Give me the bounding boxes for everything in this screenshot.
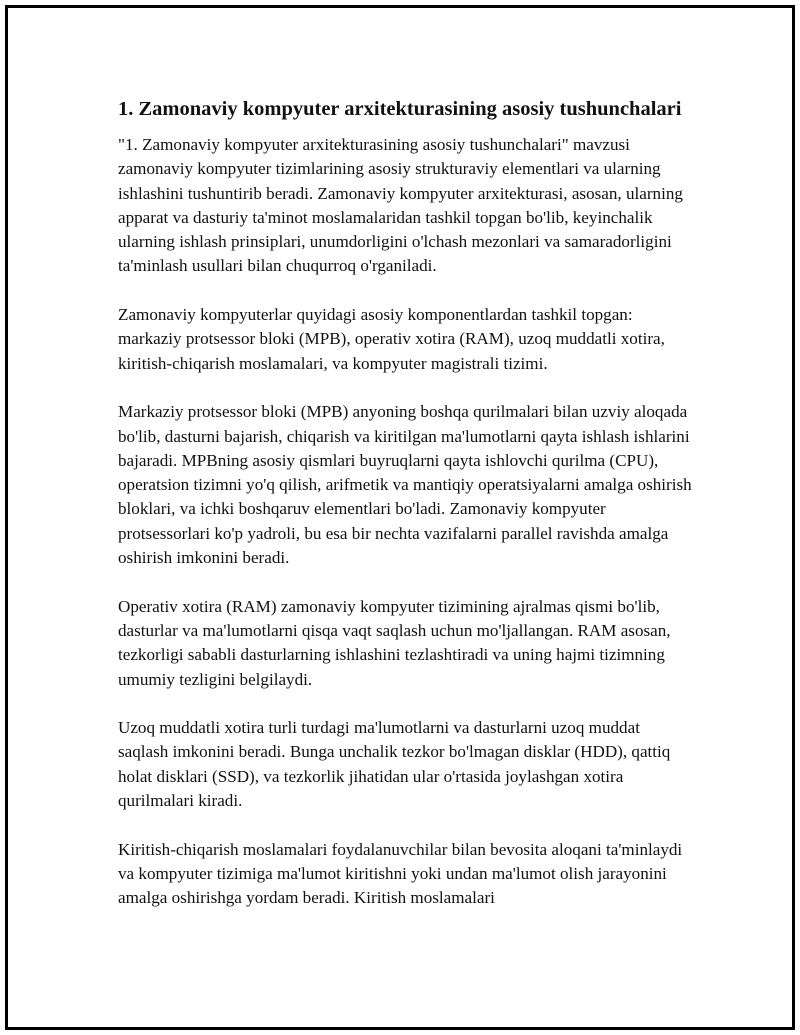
paragraph-components: Zamonaviy kompyuterlar quyidagi asosiy komponentlardan tashkil topgan: markaziy protsessor bloki (MPB), operativ xotira (RAM), uzoq muddatli xotira, kiritish-chiqarish moslamalari, va kompyuter magistrali tizimi. (118, 305, 665, 373)
document-body (118, 96, 693, 935)
section-heading: 1. Zamonaviy kompyuter arxitekturasining asosiy tushunchalari (118, 98, 682, 120)
page-frame (5, 5, 795, 1030)
paragraph-cpu: Markaziy protsessor bloki (MPB) anyoning boshqa qurilmalari bilan uzviy aloqada bo'lib, dasturni bajarish, chiqarish va kiritilgan ma'lumotlarni qayta ishlash ishlarini bajaradi. MPBning asosiy qismlari buyruqlarni qayta ishlovchi qurilma (CPU), operatsion tizimni yo'q qilish, arifmetik va mantiqiy operatsiyalarni amalga oshirish bloklari, va ichki boshqaruv elementlari bo'ladi. Zamonaviy kompyuter protsessorlari ko'p yadroli, bu esa bir nechta vazifalarni parallel ravishda amalga oshirish imkonini beradi. (118, 402, 692, 568)
paragraph-io: Kiritish-chiqarish moslamalari foydalanuvchilar bilan bevosita aloqani ta'minlaydi va kompyuter tizimiga ma'lumot kiritishni yoki undan ma'lumot olish jarayonini amalga oshirishga yordam beradi. Kiritish moslamalari (118, 839, 683, 908)
paragraph-storage: Uzoq muddatli xotira turli turdagi ma'lumotlarni va dasturlarni uzoq muddat saqlash imkonini beradi. Bunga unchalik tezkor bo'lmagan disklar (HDD), qattiq holat disklari (SSD), va tezkorlik jihatidan ular o'rtasida joylashgan xotira qurilmalari kiradi. (118, 718, 671, 811)
paragraph-intro: "1. Zamonaviy kompyuter arxitekturasining asosiy tushunchalari" mavzusi zamonaviy kompyuter tizimlarining asosiy strukturaviy elementlari va ularning ishlashini tushuntirib beradi. Zamonaviy kompyuter arxitekturasi, asosan, ularning apparat va dasturiy ta'minot moslamalaridan tashkil topgan bo'lib, keyinchalik ularning ishlash prinsiplari, unumdorligini o'lchash mezonlari va samaradorligini ta'minlash usullari bilan chuqurroq o'rganiladi. (118, 135, 683, 276)
paragraph-ram: Operativ xotira (RAM) zamonaviy kompyuter tizimining ajralmas qismi bo'lib, dasturlar va ma'lumotlarni qisqa vaqt saqlash uchun mo'ljallangan. RAM asosan, tezkorligi sababli dasturlarning ishlashini tezlashtiradi va uning hajmi tizimning umumiy tezligini belgilaydi. (118, 596, 671, 689)
